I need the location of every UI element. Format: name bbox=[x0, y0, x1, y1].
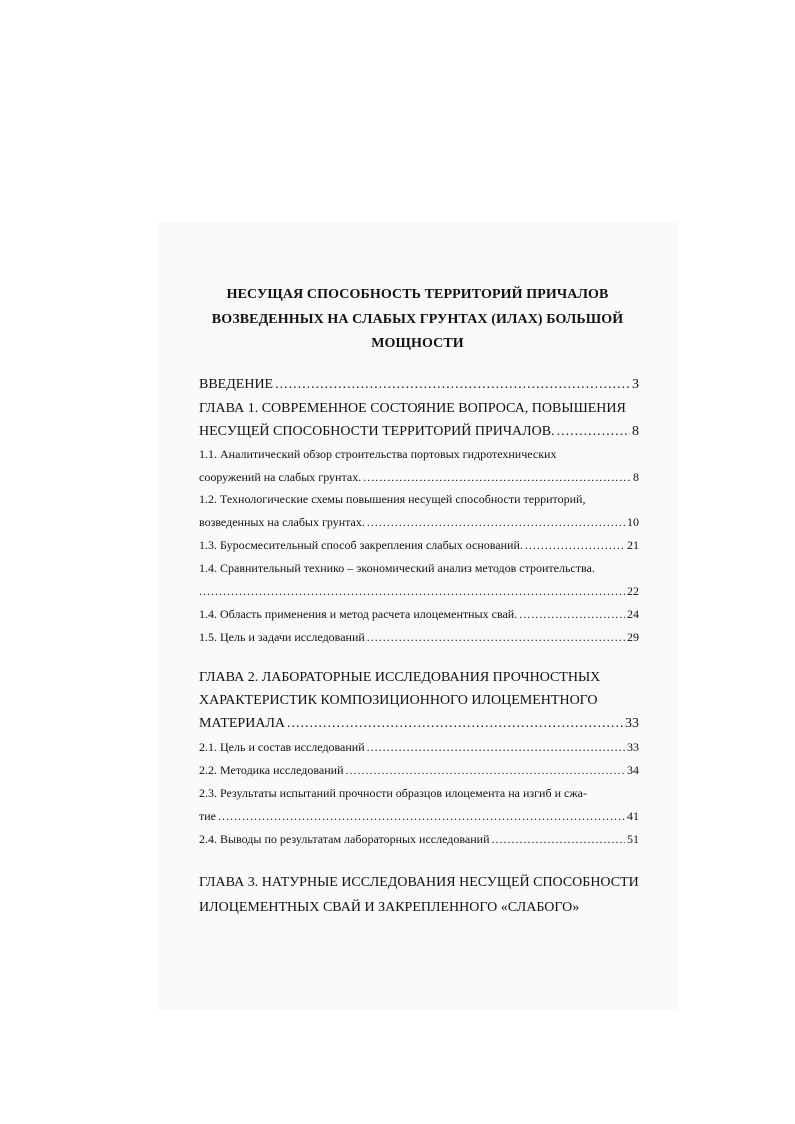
page-number: 34 bbox=[627, 763, 639, 777]
toc-text: ИЛОЦЕМЕНТНЫХ СВАЙ И ЗАКРЕПЛЕННОГО «СЛАБОГО» bbox=[199, 900, 580, 915]
toc-text: 2.3. Результаты испытаний прочности образцов илоцемента на изгиб и сжа- bbox=[199, 786, 587, 800]
leader-dots bbox=[199, 584, 625, 599]
leader-dots bbox=[363, 470, 631, 485]
title-line-2: ВОЗВЕДЕННЫХ НА СЛАБЫХ ГРУНТАХ (ИЛАХ) БОЛЬШОЙ bbox=[211, 311, 624, 327]
toc-text: 2.1. Цель и состав исследований bbox=[199, 740, 365, 754]
leader-dots bbox=[519, 607, 625, 622]
page-number: 8 bbox=[632, 424, 639, 439]
page-number: 29 bbox=[627, 630, 639, 644]
toc-text: ХАРАКТЕРИСТИК КОМПОЗИЦИОННОГО ИЛОЦЕМЕНТНОГО bbox=[199, 693, 598, 708]
page-number: 51 bbox=[627, 832, 639, 846]
leader-dots bbox=[218, 809, 625, 824]
toc-text: НЕСУЩЕЙ СПОСОБНОСТИ ТЕРРИТОРИЙ ПРИЧАЛОВ. bbox=[199, 424, 555, 439]
toc-text: 1.1. Аналитический обзор строительства портовых гидротехнических bbox=[199, 447, 557, 461]
page-number: 33 bbox=[625, 716, 639, 731]
toc-text: 1.4. Область применения и метод расчета илоцементных свай. bbox=[199, 607, 518, 621]
leader-dots bbox=[346, 763, 625, 778]
leader-dots bbox=[287, 716, 623, 732]
toc-text: ВВЕДЕНИЕ bbox=[199, 377, 274, 392]
leader-dots bbox=[275, 377, 630, 393]
page-number: 33 bbox=[627, 740, 639, 754]
toc-text: 1.2. Технологические схемы повышения несущей способности территорий, bbox=[199, 492, 586, 506]
title-line-3: МОЩНОСТИ bbox=[371, 336, 464, 351]
leader-dots bbox=[557, 424, 630, 440]
toc-text: ГЛАВА 2. ЛАБОРАТОРНЫЕ ИССЛЕДОВАНИЯ ПРОЧНОСТНЫХ bbox=[199, 670, 601, 685]
page-number: 21 bbox=[627, 538, 639, 552]
toc-text: ГЛАВА 3. НАТУРНЫЕ ИССЛЕДОВАНИЯ НЕСУЩЕЙ СПОСОБНОСТИ bbox=[199, 875, 639, 890]
toc-text: ГЛАВА 1. СОВРЕМЕННОЕ СОСТОЯНИЕ ВОПРОСА, ПОВЫШЕНИЯ bbox=[199, 401, 626, 416]
toc-text: 2.4. Выводы по результатам лабораторных исследований bbox=[199, 832, 490, 846]
page-number: 24 bbox=[627, 607, 639, 621]
document-title bbox=[160, 283, 675, 357]
toc-text: тие bbox=[199, 809, 216, 823]
toc-text: 1.4. Сравнительный технико – экономический анализ методов строительства. bbox=[199, 561, 595, 575]
toc-text: возведенных на слабых грунтах. bbox=[199, 515, 365, 529]
title-line-1: НЕСУЩАЯ СПОСОБНОСТЬ ТЕРРИТОРИЙ ПРИЧАЛОВ bbox=[226, 287, 609, 302]
leader-dots bbox=[367, 740, 625, 755]
toc-text: 1.3. Буросмесительный способ закрепления слабых оснований. bbox=[199, 538, 523, 552]
page-number: 8 bbox=[633, 470, 639, 484]
leader-dots bbox=[367, 630, 625, 645]
page-number: 41 bbox=[627, 809, 639, 823]
page-number: 10 bbox=[627, 515, 639, 529]
page-number: 3 bbox=[632, 377, 639, 392]
leader-dots bbox=[525, 538, 625, 553]
page-number: 22 bbox=[627, 584, 639, 598]
toc-text: сооружений на слабых грунтах. bbox=[199, 470, 362, 484]
toc-text: 1.5. Цель и задачи исследований bbox=[199, 630, 365, 644]
leader-dots bbox=[492, 832, 626, 847]
toc-text: МАТЕРИАЛА bbox=[199, 716, 286, 731]
toc-text: 2.2. Методика исследований bbox=[199, 763, 344, 777]
leader-dots bbox=[367, 515, 625, 530]
